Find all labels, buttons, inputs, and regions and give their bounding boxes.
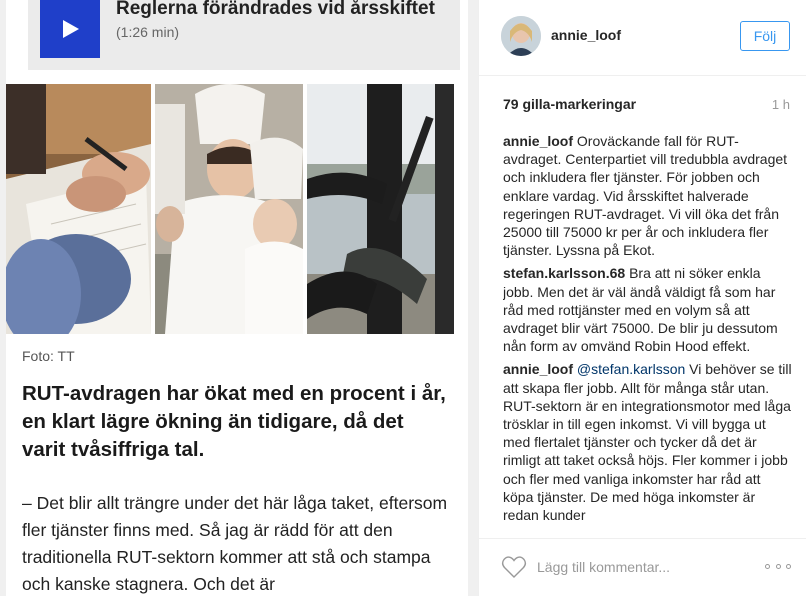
likes-count[interactable]: 79 gilla-markeringar [503,96,637,112]
audio-duration: (1:26 min) [116,24,180,40]
dot [786,564,791,569]
comment [503,132,793,259]
post-sidebar [478,0,806,596]
post-timestamp: 1 h [771,97,790,112]
photo-chefs [155,84,303,334]
photo-caption: Foto: TT [22,348,75,364]
comment-input[interactable] [537,556,747,578]
article-body: – Det blir allt trängre under det här låga taket, eftersom fler tjänster finns med. Så jag är rädd för att den traditionella RUT-sektorn kommer att stå och stampa och kanske stagnera. Och det är [22,493,448,594]
comment [503,360,793,524]
dot [776,564,781,569]
photo-writing [6,84,151,334]
comment-text: Oroväckande fall för RUT-avdraget. Centerpartiet vill tredubbla avdraget och inkludera fler tjänster. För jobben och enklare vardag. Vid årsskiftet halverade regeringen RUT-avdraget. Vi vill öka det från 25000 till 75000 kr per år och inkludera fler tjänster. Lyssna på Ekot. [503,133,788,259]
heart-icon[interactable] [501,555,527,579]
play-icon [59,18,81,40]
audio-title: Reglerna förändrades vid årsskiftet [116,0,435,19]
avatar[interactable] [501,16,541,56]
photo-window-cleaning [307,84,454,334]
comment-author[interactable]: stefan.karlsson.68 [503,265,626,282]
dot [765,564,770,569]
comment-text: Bra att ni söker enkla jobb. Men det är väl ändå väldigt få som har råd med rottjänster med en volym så att avdraget blir värt 75000. De blir ju dessutom nån form av omvänd Robin Hood effekt. [503,265,778,355]
add-comment-bar [479,538,806,596]
post-author[interactable]: annie_loof [551,27,622,43]
more-options-icon[interactable] [765,559,791,573]
comment-mention[interactable]: @stefan.karlsson [576,361,686,378]
photo-collage [6,84,454,334]
article-lead: RUT-avdragen har ökat med en procent i år, en klart lägre ökning än tidigare, då det varit tvåsiffriga tal. [22,382,446,461]
news-article [6,0,468,596]
post-header [479,0,806,76]
play-button[interactable] [40,0,100,58]
audio-player [28,0,460,70]
comment-text: Vi behöver se till att skapa fler jobb. Allt för många står utan. RUT-sektorn är en integrationsmotor med låga trösklar in till egen inkomst. Vi vill bygga ut med flertalet tjänster och tycker då det är rimligt att taket också höjs. Fler kommer i jobb och fler med vanliga inkomster har råd att köpa tjänster. De med höga inkomster är redan kunder [503,361,792,524]
comment [503,264,793,355]
comments-list [503,132,793,528]
follow-button[interactable]: Följ [740,21,790,51]
comment-author[interactable]: annie_loof [503,361,574,378]
comment-author[interactable]: annie_loof [503,133,574,149]
